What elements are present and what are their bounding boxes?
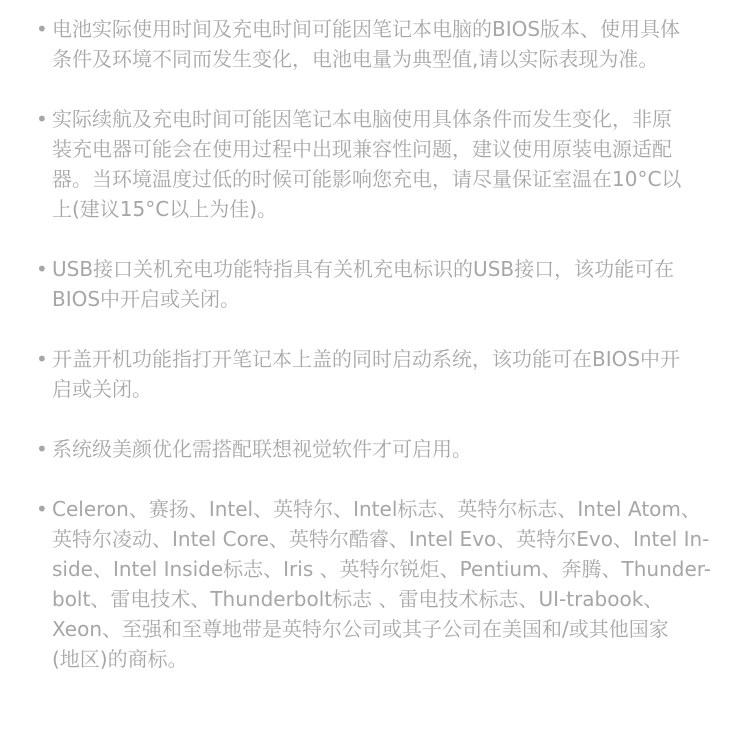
note-line: USB接口关机充电功能特指具有关机充电标识的USB接口，该功能可在 [52,257,675,281]
note-line: side、Intel Inside标志、Iris 、英特尔锐炬、Pentium、奔腾、Thunder- [52,557,711,581]
bullet-dot: • [36,257,48,281]
bullet-dot: • [36,437,48,461]
bullet-dot: • [36,347,48,371]
note-line: 上(建议15°C以上为佳)。 [52,197,278,221]
note-lid-open-boot [36,344,716,404]
note-line: 英特尔凌动、Intel Core、英特尔酷睿、Intel Evo、英特尔Evo、Intel In- [52,527,710,551]
note-usb-charging [36,254,716,314]
note-line: 电池实际使用时间及充电时间可能因笔记本电脑的BIOS版本、使用具体 [52,17,681,41]
bullet-dot: • [36,497,48,521]
note-trademarks [36,494,716,674]
note-line: BIOS中开启或关闭。 [52,287,241,311]
note-line: 器。当环境温度过低的时候可能影响您充电，请尽量保证室温在10°C以 [52,167,682,191]
note-line: 启或关闭。 [52,377,152,401]
note-line: 开盖开机功能指打开笔记本上盖的同时启动系统，该功能可在BIOS中开 [52,347,681,371]
bullet-dot: • [36,107,48,131]
note-battery-life [36,14,716,74]
note-line: Celeron、赛扬、Intel、英特尔、Intel标志、英特尔标志、Intel Atom、 [52,497,701,521]
note-line: 实际续航及充电时间可能因笔记本电脑使用具体条件而发生变化，非原 [52,107,672,131]
note-line: 条件及环境不同而发生变化，电池电量为典型值,请以实际表现为准。 [52,47,659,71]
note-beauty-optimization [36,434,716,464]
note-charging-adapter [36,104,716,224]
note-line: (地区)的商标。 [52,647,188,671]
bullet-dot: • [36,17,48,41]
note-line: 装充电器可能会在使用过程中出现兼容性问题，建议使用原装电源适配 [52,137,672,161]
note-line: 系统级美颜优化需搭配联想视觉软件才可启用。 [52,437,472,461]
note-line: Xeon、至强和至尊地带是英特尔公司或其子公司在美国和/或其他国家 [52,617,669,641]
note-line: bolt、雷电技术、Thunderbolt标志 、雷电技术标志、UI-trabook、 [52,587,664,611]
